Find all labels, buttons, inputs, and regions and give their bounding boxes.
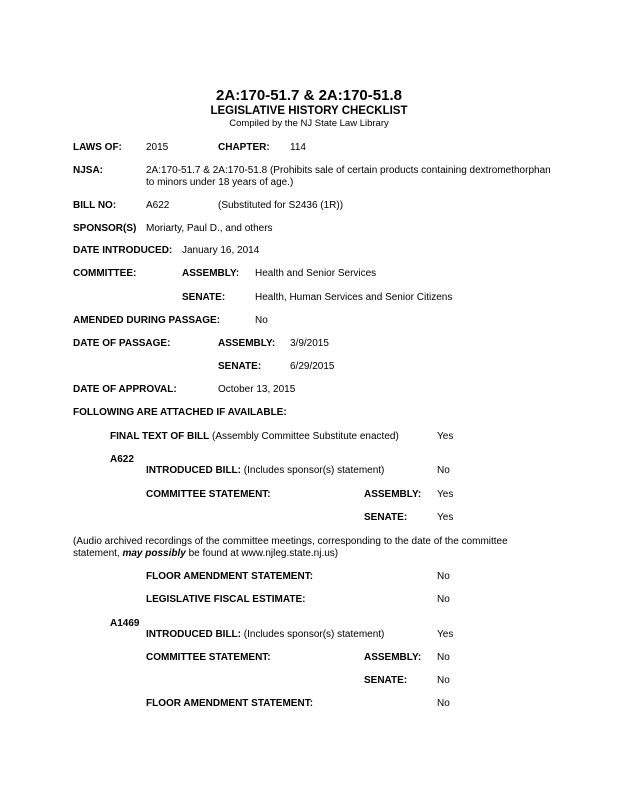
date-introduced-value: January 16, 2014 — [182, 245, 260, 256]
amended-label: AMENDED DURING PASSAGE: — [73, 315, 221, 326]
bill-no-value: A622 — [146, 200, 170, 211]
committee-senate-label: SENATE: — [182, 292, 226, 303]
a622-heading: A622 — [110, 454, 134, 465]
committee-label: COMMITTEE: — [73, 268, 137, 279]
bill-substitution-note: (Substituted for S2436 (1R)) — [218, 200, 344, 211]
audio-note-pre: statement, — [73, 548, 123, 559]
amended-value: No — [255, 315, 268, 326]
a622-assembly-value: Yes — [437, 489, 454, 500]
njsa-label: NJSA: — [73, 165, 104, 176]
passage-label: DATE OF PASSAGE: — [73, 338, 171, 349]
page-subtitle: LEGISLATIVE HISTORY CHECKLIST — [210, 105, 408, 117]
a622-introduced-label: INTRODUCED BILL: — [146, 465, 241, 476]
approval-label: DATE OF APPROVAL: — [73, 384, 177, 395]
a1469-senate-label: SENATE: — [364, 675, 408, 686]
a622-senate-value: Yes — [437, 512, 454, 523]
a622-assembly-label: ASSEMBLY: — [364, 489, 422, 500]
audio-note-post: be found at www.njleg.state.nj.us) — [185, 548, 339, 559]
a1469-introduced-label: INTRODUCED BILL: — [146, 629, 241, 640]
floor-amendment-2-value: No — [437, 698, 450, 709]
bill-no-label: BILL NO: — [73, 200, 117, 211]
committee-assembly-label: ASSEMBLY: — [182, 268, 240, 279]
sponsors-label: SPONSOR(S) — [73, 223, 137, 234]
a622-introduced-row — [146, 465, 384, 477]
njsa-line-1: 2A:170-51.7 & 2A:170-51.8 (Prohibits sale of certain products containing dextromethorphan — [146, 165, 551, 176]
laws-of-label: LAWS OF: — [73, 142, 122, 153]
a1469-senate-value: No — [437, 675, 450, 686]
audio-note-emphasis: may possibly — [122, 548, 186, 559]
floor-amendment-value: No — [437, 571, 450, 582]
committee-senate-value: Health, Human Services and Senior Citizens — [255, 292, 453, 303]
a1469-introduced-note: (Includes sponsor(s) statement) — [241, 629, 385, 640]
a622-senate-label: SENATE: — [364, 512, 408, 523]
a622-introduced-note: (Includes sponsor(s) statement) — [241, 465, 385, 476]
final-text-row — [110, 431, 399, 443]
compiled-by: Compiled by the NJ State Law Library — [229, 118, 389, 129]
sponsors-value: Moriarty, Paul D., and others — [146, 223, 273, 234]
passage-assembly-label: ASSEMBLY: — [218, 338, 276, 349]
a622-committee-label: COMMITTEE STATEMENT: — [146, 489, 271, 500]
date-introduced-label: DATE INTRODUCED: — [73, 245, 173, 256]
audio-note-line-2 — [73, 548, 338, 560]
a622-introduced-value: No — [437, 465, 450, 476]
committee-assembly-value: Health and Senior Services — [255, 268, 377, 279]
fiscal-estimate-value: No — [437, 594, 450, 605]
passage-senate-value: 6/29/2015 — [290, 361, 335, 372]
chapter-label: CHAPTER: — [218, 142, 270, 153]
a1469-committee-label: COMMITTEE STATEMENT: — [146, 652, 271, 663]
a1469-assembly-label: ASSEMBLY: — [364, 652, 422, 663]
laws-of-value: 2015 — [146, 142, 169, 153]
floor-amendment-label: FLOOR AMENDMENT STATEMENT: — [146, 571, 314, 582]
a1469-introduced-value: Yes — [437, 629, 454, 640]
final-text-value: Yes — [437, 431, 454, 442]
chapter-value: 114 — [290, 142, 306, 153]
page-title: 2A:170-51.7 & 2A:170-51.8 — [216, 87, 402, 104]
floor-amendment-2-label: FLOOR AMENDMENT STATEMENT: — [146, 698, 314, 709]
njsa-line-2: to minors under 18 years of age.) — [146, 177, 294, 188]
a1469-heading: A1469 — [110, 618, 140, 629]
approval-value: October 13, 2015 — [218, 384, 296, 395]
final-text-note: (Assembly Committee Substitute enacted) — [209, 431, 399, 442]
passage-senate-label: SENATE: — [218, 361, 262, 372]
final-text-label: FINAL TEXT OF BILL — [110, 431, 210, 442]
a1469-assembly-value: No — [437, 652, 450, 663]
passage-assembly-value: 3/9/2015 — [290, 338, 329, 349]
attached-heading: FOLLOWING ARE ATTACHED IF AVAILABLE: — [73, 407, 287, 418]
fiscal-estimate-label: LEGISLATIVE FISCAL ESTIMATE: — [146, 594, 306, 605]
audio-note-line-1: (Audio archived recordings of the committee meetings, corresponding to the date of the committee — [73, 536, 508, 547]
a1469-introduced-row — [146, 629, 384, 641]
